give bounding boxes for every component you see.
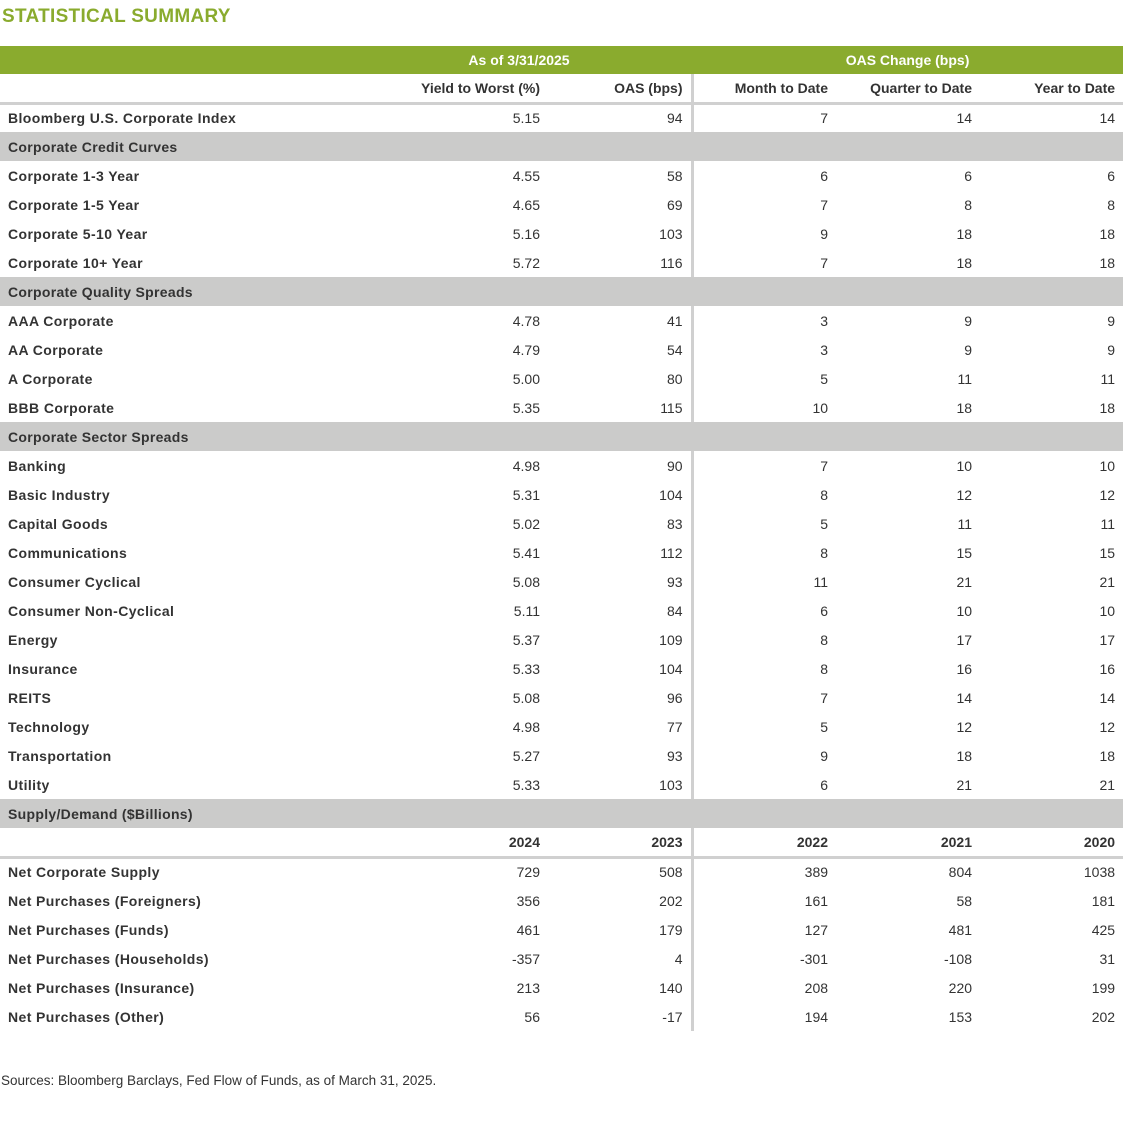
row-value: 58	[666, 167, 683, 184]
row-value: 12	[1099, 718, 1116, 735]
row-label: Communications	[8, 544, 128, 561]
year-header: 2022	[692, 828, 836, 857]
row-value: 179	[659, 921, 683, 938]
row-label: Consumer Non-Cyclical	[8, 602, 175, 619]
row-value: 10	[692, 393, 836, 422]
column-header-ytw: Yield to Worst (%)	[346, 74, 548, 103]
row-value: 202	[1091, 1008, 1116, 1025]
section-fill	[980, 422, 1123, 451]
row-value: 10	[956, 457, 973, 474]
row-value: 112	[660, 544, 683, 561]
row-value: 109	[659, 631, 683, 648]
row-value: 4	[674, 950, 683, 967]
row-value: 6	[692, 596, 836, 625]
sources-note: Sources: Bloomberg Barclays, Fed Flow of Funds, as of March 31, 2025.	[1, 1073, 437, 1088]
group-header-as-of: As of 3/31/2025	[346, 46, 692, 74]
row-value: -357	[511, 950, 540, 967]
section-title: Supply/Demand ($Billions)	[0, 799, 346, 828]
row-value: 7	[692, 103, 836, 132]
column-header-qtd: Quarter to Date	[836, 74, 980, 103]
row-label: Basic Industry	[8, 486, 111, 503]
row-value: 6	[1107, 167, 1116, 184]
section-fill	[548, 422, 692, 451]
section-fill	[692, 277, 836, 306]
row-value: 77	[666, 718, 683, 735]
row-value: 389	[692, 857, 836, 886]
row-value: 116	[660, 254, 683, 271]
row-value: 1038	[1083, 864, 1116, 881]
section-fill	[346, 132, 548, 161]
row-value: 12	[1099, 486, 1116, 503]
row-value: 8	[1107, 196, 1116, 213]
row-value: 14	[956, 110, 973, 127]
row-value: 8	[692, 538, 836, 567]
row-value: 140	[659, 979, 683, 996]
year-header: 2020	[980, 828, 1123, 857]
row-label: A Corporate	[8, 370, 93, 387]
row-value: 103	[659, 776, 683, 793]
row-value: 213	[516, 979, 540, 996]
row-label: Corporate 10+ Year	[8, 254, 143, 271]
table-row	[0, 480, 1123, 509]
row-value: 5	[692, 364, 836, 393]
row-value: 5.08	[512, 689, 540, 706]
section-header	[0, 277, 1123, 306]
row-value: 18	[1099, 399, 1116, 416]
column-header-oas: OAS (bps)	[548, 74, 692, 103]
row-value: 425	[1091, 921, 1116, 938]
row-value: 181	[1091, 892, 1116, 909]
section-fill	[346, 799, 548, 828]
row-value: 12	[956, 718, 973, 735]
row-value: 7	[692, 248, 836, 277]
row-value: 202	[659, 892, 683, 909]
table-row	[0, 596, 1123, 625]
row-value: 83	[666, 515, 683, 532]
supply-demand-row	[0, 973, 1123, 1002]
row-label: BBB Corporate	[8, 399, 115, 416]
row-value: 199	[1091, 979, 1116, 996]
row-value: 4.78	[512, 312, 540, 329]
row-label: Bloomberg U.S. Corporate Index	[8, 110, 237, 127]
row-value: 5.15	[512, 110, 540, 127]
row-value: 18	[956, 254, 973, 271]
row-value: 11	[1100, 370, 1116, 387]
row-value: 5.02	[512, 515, 540, 532]
year-header-row	[0, 828, 1123, 857]
row-value: 11	[1100, 515, 1116, 532]
row-value: 18	[956, 747, 973, 764]
row-label: Technology	[8, 718, 90, 735]
row-value: 9	[964, 341, 973, 358]
row-value: -17	[662, 1008, 683, 1025]
group-header-blank	[0, 46, 346, 74]
table-row	[0, 538, 1123, 567]
table-row	[0, 306, 1123, 335]
table-row	[0, 741, 1123, 770]
row-value: 10	[1099, 457, 1116, 474]
section-fill	[548, 132, 692, 161]
section-fill	[692, 799, 836, 828]
row-value: 84	[666, 602, 683, 619]
section-fill	[548, 799, 692, 828]
table-row	[0, 770, 1123, 799]
row-value: 5.33	[512, 776, 540, 793]
section-fill	[346, 277, 548, 306]
section-fill	[346, 422, 548, 451]
row-value: 21	[1099, 573, 1116, 590]
row-value: 18	[1099, 747, 1116, 764]
row-value: 9	[692, 219, 836, 248]
row-label: Net Purchases (Insurance)	[8, 979, 195, 996]
row-value: 41	[666, 312, 683, 329]
table-row	[0, 219, 1123, 248]
section-fill	[836, 132, 980, 161]
section-fill	[980, 277, 1123, 306]
row-value: 14	[956, 689, 973, 706]
table-row	[0, 161, 1123, 190]
row-value: -301	[692, 944, 836, 973]
row-label: AAA Corporate	[8, 312, 114, 329]
row-value: 80	[666, 370, 683, 387]
section-title: Corporate Credit Curves	[0, 132, 346, 161]
year-header: 2023	[548, 828, 692, 857]
table-row	[0, 335, 1123, 364]
row-value: 9	[1107, 341, 1116, 358]
section-fill	[692, 132, 836, 161]
table-row	[0, 683, 1123, 712]
section-header	[0, 422, 1123, 451]
row-label: Net Purchases (Foreigners)	[8, 892, 202, 909]
row-value: 5	[692, 509, 836, 538]
row-value: 5.37	[512, 631, 540, 648]
section-title: Corporate Quality Spreads	[0, 277, 346, 306]
section-header-supply-demand	[0, 799, 1123, 828]
row-value: 54	[666, 341, 683, 358]
section-fill	[980, 799, 1123, 828]
row-value: 194	[692, 1002, 836, 1031]
row-value: 161	[692, 886, 836, 915]
row-label: Utility	[8, 776, 50, 793]
row-value: 56	[524, 1008, 540, 1025]
row-value: 21	[956, 573, 973, 590]
row-value: 15	[1099, 544, 1116, 561]
row-value: 729	[516, 864, 540, 881]
row-value: 3	[692, 306, 836, 335]
table-row	[0, 625, 1123, 654]
row-label: Banking	[8, 457, 67, 474]
row-value: 17	[1099, 631, 1116, 648]
row-label: Corporate 1-5 Year	[8, 196, 140, 213]
row-value: 9	[1107, 312, 1116, 329]
section-fill	[836, 422, 980, 451]
year-header-blank	[0, 828, 346, 857]
row-value: 21	[1099, 776, 1116, 793]
row-value: -108	[943, 950, 973, 967]
row-value: 103	[659, 225, 683, 242]
page-title: STATISTICAL SUMMARY	[2, 6, 231, 27]
row-value: 4.55	[512, 167, 540, 184]
row-value: 6	[964, 167, 973, 184]
table-row	[0, 393, 1123, 422]
row-value: 115	[660, 399, 683, 416]
supply-demand-row	[0, 886, 1123, 915]
row-value: 18	[1099, 225, 1116, 242]
row-value: 4.79	[512, 341, 540, 358]
row-value: 10	[1099, 602, 1116, 619]
row-label: Net Corporate Supply	[8, 864, 160, 881]
table-row	[0, 190, 1123, 219]
row-value: 5.11	[513, 602, 540, 619]
row-value: 153	[948, 1008, 973, 1025]
group-header-row	[0, 46, 1123, 74]
group-header-oas-change: OAS Change (bps)	[692, 46, 1123, 74]
row-value: 4.98	[512, 718, 540, 735]
row-value: 10	[956, 602, 973, 619]
supply-demand-row	[0, 915, 1123, 944]
row-label: Insurance	[8, 660, 78, 677]
column-header-mtd: Month to Date	[692, 74, 836, 103]
row-value: 4.98	[512, 457, 540, 474]
row-value: 21	[956, 776, 973, 793]
table-row	[0, 364, 1123, 393]
row-value: 16	[1099, 660, 1116, 677]
row-value: 3	[692, 335, 836, 364]
row-value: 69	[666, 196, 683, 213]
row-label: Energy	[8, 631, 58, 648]
section-fill	[692, 422, 836, 451]
row-value: 58	[956, 892, 973, 909]
statistical-summary-table	[0, 46, 1123, 1031]
row-label: Corporate 5-10 Year	[8, 225, 148, 242]
row-value: 5.31	[512, 486, 540, 503]
section-fill	[836, 799, 980, 828]
section-header	[0, 132, 1123, 161]
row-value: 5.16	[512, 225, 540, 242]
row-value: 17	[956, 631, 973, 648]
row-value: 18	[1099, 254, 1116, 271]
row-value: 104	[659, 486, 683, 503]
row-value: 208	[692, 973, 836, 1002]
row-value: 12	[956, 486, 973, 503]
row-value: 5.27	[512, 747, 540, 764]
table-row	[0, 509, 1123, 538]
row-value: 8	[692, 480, 836, 509]
row-value: 96	[666, 689, 683, 706]
row-label: Corporate 1-3 Year	[8, 167, 140, 184]
row-value: 804	[948, 864, 973, 881]
row-value: 11	[692, 567, 836, 596]
row-value: 14	[1099, 110, 1116, 127]
supply-demand-row	[0, 857, 1123, 886]
row-label: Capital Goods	[8, 515, 109, 532]
section-fill	[836, 277, 980, 306]
supply-demand-row	[0, 1002, 1123, 1031]
row-value: 5.08	[512, 573, 540, 590]
table-row	[0, 567, 1123, 596]
row-value: 8	[692, 625, 836, 654]
row-value: 5.33	[512, 660, 540, 677]
row-value: 8	[964, 196, 973, 213]
row-label: Net Purchases (Other)	[8, 1008, 165, 1025]
row-value: 16	[956, 660, 973, 677]
row-value: 5.41	[512, 544, 540, 561]
year-header: 2024	[346, 828, 548, 857]
row-value: 5.35	[512, 399, 540, 416]
row-value: 127	[692, 915, 836, 944]
row-value: 6	[692, 161, 836, 190]
row-value: 6	[692, 770, 836, 799]
row-value: 8	[692, 654, 836, 683]
row-value: 14	[1099, 689, 1116, 706]
row-value: 4.65	[512, 196, 540, 213]
section-title: Corporate Sector Spreads	[0, 422, 346, 451]
row-value: 9	[692, 741, 836, 770]
row-label: AA Corporate	[8, 341, 104, 358]
row-value: 18	[956, 399, 973, 416]
row-value: 11	[957, 515, 973, 532]
row-value: 220	[948, 979, 973, 996]
row-label: Consumer Cyclical	[8, 573, 141, 590]
table-row	[0, 451, 1123, 480]
row-label: REITS	[8, 689, 52, 706]
row-value: 93	[666, 747, 683, 764]
row-label: Transportation	[8, 747, 112, 764]
row-value: 461	[516, 921, 540, 938]
column-header-blank	[0, 74, 346, 103]
supply-demand-row	[0, 944, 1123, 973]
table-row	[0, 248, 1123, 277]
row-value: 104	[659, 660, 683, 677]
row-value: 15	[956, 544, 973, 561]
row-value: 9	[964, 312, 973, 329]
row-label: Net Purchases (Households)	[8, 950, 209, 967]
row-value: 93	[666, 573, 683, 590]
row-value: 7	[692, 683, 836, 712]
row-value: 94	[666, 110, 683, 127]
column-header-row	[0, 74, 1123, 103]
row-value: 31	[1099, 950, 1116, 967]
year-header: 2021	[836, 828, 980, 857]
row-value: 5.00	[512, 370, 540, 387]
row-value: 5	[692, 712, 836, 741]
row-value: 90	[666, 457, 683, 474]
row-value: 11	[957, 370, 973, 387]
row-value: 481	[948, 921, 973, 938]
table-row	[0, 712, 1123, 741]
section-fill	[548, 277, 692, 306]
row-value: 508	[659, 864, 683, 881]
row-value: 7	[692, 451, 836, 480]
row-label: Net Purchases (Funds)	[8, 921, 169, 938]
row-value: 7	[692, 190, 836, 219]
row-value: 18	[956, 225, 973, 242]
column-header-ytd: Year to Date	[980, 74, 1123, 103]
row-value: 5.72	[512, 254, 540, 271]
section-fill	[980, 132, 1123, 161]
row-value: 356	[516, 892, 540, 909]
index-row	[0, 103, 1123, 132]
table-row	[0, 654, 1123, 683]
